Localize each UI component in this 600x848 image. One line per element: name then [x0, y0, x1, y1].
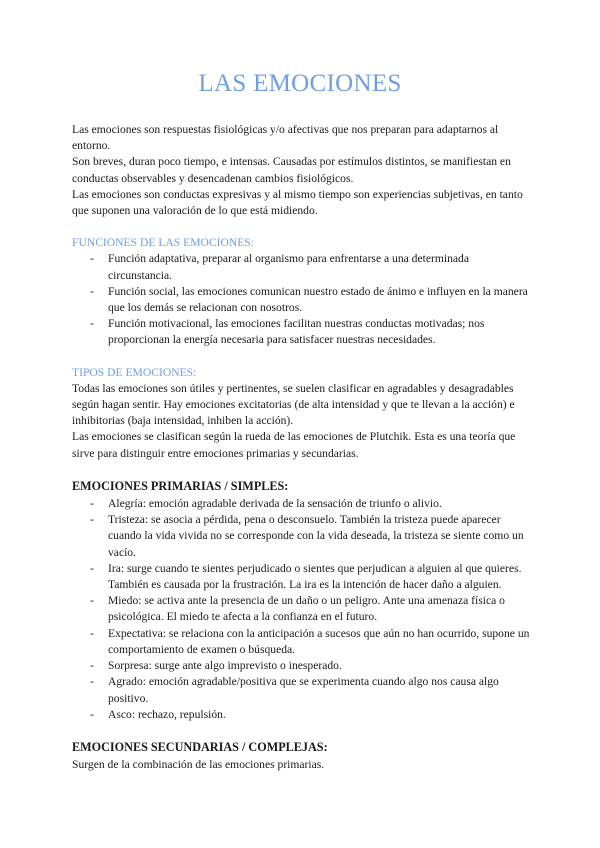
document-body — [72, 122, 532, 773]
dash-bullet: - — [90, 659, 94, 673]
list-item — [72, 626, 532, 658]
dash-bullet: - — [90, 513, 94, 527]
list-item-text: Función adaptativa, preparar al organismo para enfrentarse a una determinada circunstancia. — [108, 252, 469, 282]
list-item — [72, 593, 532, 625]
list-item-text: Miedo: se activa ante la presencia de un daño o un peligro. Ante una amenaza física o psicológica. El miedo te afecta a la confianza en el futuro. — [108, 594, 505, 624]
dash-bullet: - — [90, 317, 94, 331]
list-item — [72, 561, 532, 593]
list-item-text: Asco: rechazo, repulsión. — [108, 707, 226, 721]
tipos-paragraph: Las emociones se clasifican según la rueda de las emociones de Plutchik. Esta es una teoría que sirve para distinguir entre emociones primarias y secundarias. — [72, 430, 516, 460]
list-item — [72, 658, 532, 674]
list-item-text: Sorpresa: surge ante algo imprevisto o inesperado. — [108, 659, 342, 673]
dash-bullet: - — [90, 497, 94, 511]
list-item — [72, 707, 532, 723]
dash-bullet: - — [90, 561, 94, 575]
list-item — [72, 284, 532, 316]
page-title: LAS EMOCIONES — [198, 70, 402, 97]
list-item-text: Agrado: emoción agradable/positiva que se experimenta cuando algo nos causa algo positivo. — [108, 675, 499, 705]
list-item-text: Expectativa: se relaciona con la anticipación a sucesos que aún no han ocurrido, supone un comportamiento de examen o búsqueda. — [108, 626, 530, 656]
funciones-list — [72, 251, 532, 348]
intro-paragraph: Las emociones son conductas expresivas y al mismo tiempo son experiencias subjetivas, en tanto que suponen una valoración de lo que está midiendo. — [72, 187, 523, 218]
section-heading-secundarias: EMOCIONES SECUNDARIAS / COMPLEJAS: — [72, 739, 328, 754]
list-item — [72, 251, 532, 283]
list-item-text: Función motivacional, las emociones facilitan nuestras conductas motivadas; nos proporcionan la energía necesaria para satisfacer nuestras necesidades. — [108, 317, 485, 347]
primarias-list — [72, 496, 532, 723]
tipos-paragraph: Todas las emociones son útiles y pertinentes, se suelen clasificar en agradables y desagradables según hagan sentir. Hay emociones excitatorias (de alta intensidad y que te llevan a la acción) e inhibitorias (baja intensidad, inhiben la acción). — [72, 381, 515, 428]
list-item-text: Tristeza: se asocia a pérdida, pena o desconsuelo. También la tristeza puede aparecer cuando la vida vivida no se corresponde con la vida deseada, la tristeza se siente como un vacío. — [108, 513, 524, 559]
dash-bullet: - — [90, 252, 94, 266]
intro-paragraph: Las emociones son respuestas fisiológicas y/o afectivas que nos preparan para adaptarnos al entorno. — [72, 123, 499, 153]
dash-bullet: - — [90, 707, 94, 721]
list-item — [72, 674, 532, 706]
dash-bullet: - — [90, 594, 94, 608]
section-heading-primarias: EMOCIONES PRIMARIAS / SIMPLES: — [72, 478, 289, 493]
list-item — [72, 316, 532, 348]
section-heading-funciones: FUNCIONES DE LAS EMOCIONES: — [72, 236, 254, 250]
intro-paragraph: Son breves, duran poco tiempo, e intensas. Causadas por estímulos distintos, se manifiestan en conductas observables y desencadenan cambios fisiológicos. — [72, 155, 511, 185]
list-item — [72, 496, 532, 512]
dash-bullet: - — [90, 626, 94, 640]
section-heading-tipos: TIPOS DE EMOCIONES: — [72, 365, 197, 379]
list-item — [72, 512, 532, 561]
secundarias-paragraph: Surgen de la combinación de las emociones primarias. — [72, 758, 325, 772]
dash-bullet: - — [90, 675, 94, 689]
list-item-text: Función social, las emociones comunican nuestro estado de ánimo e influyen en la manera que los demás se relacionan con nosotros. — [108, 284, 528, 315]
list-item-text: Alegría: emoción agradable derivada de la sensación de triunfo o alivio. — [108, 497, 442, 511]
list-item-text: Ira: surge cuando te sientes perjudicado o sientes que perjudican a alguien al que quieres. También es causada por la frustración. La ira es la intención de hacer daño a alguien. — [108, 561, 522, 592]
dash-bullet: - — [90, 284, 94, 298]
